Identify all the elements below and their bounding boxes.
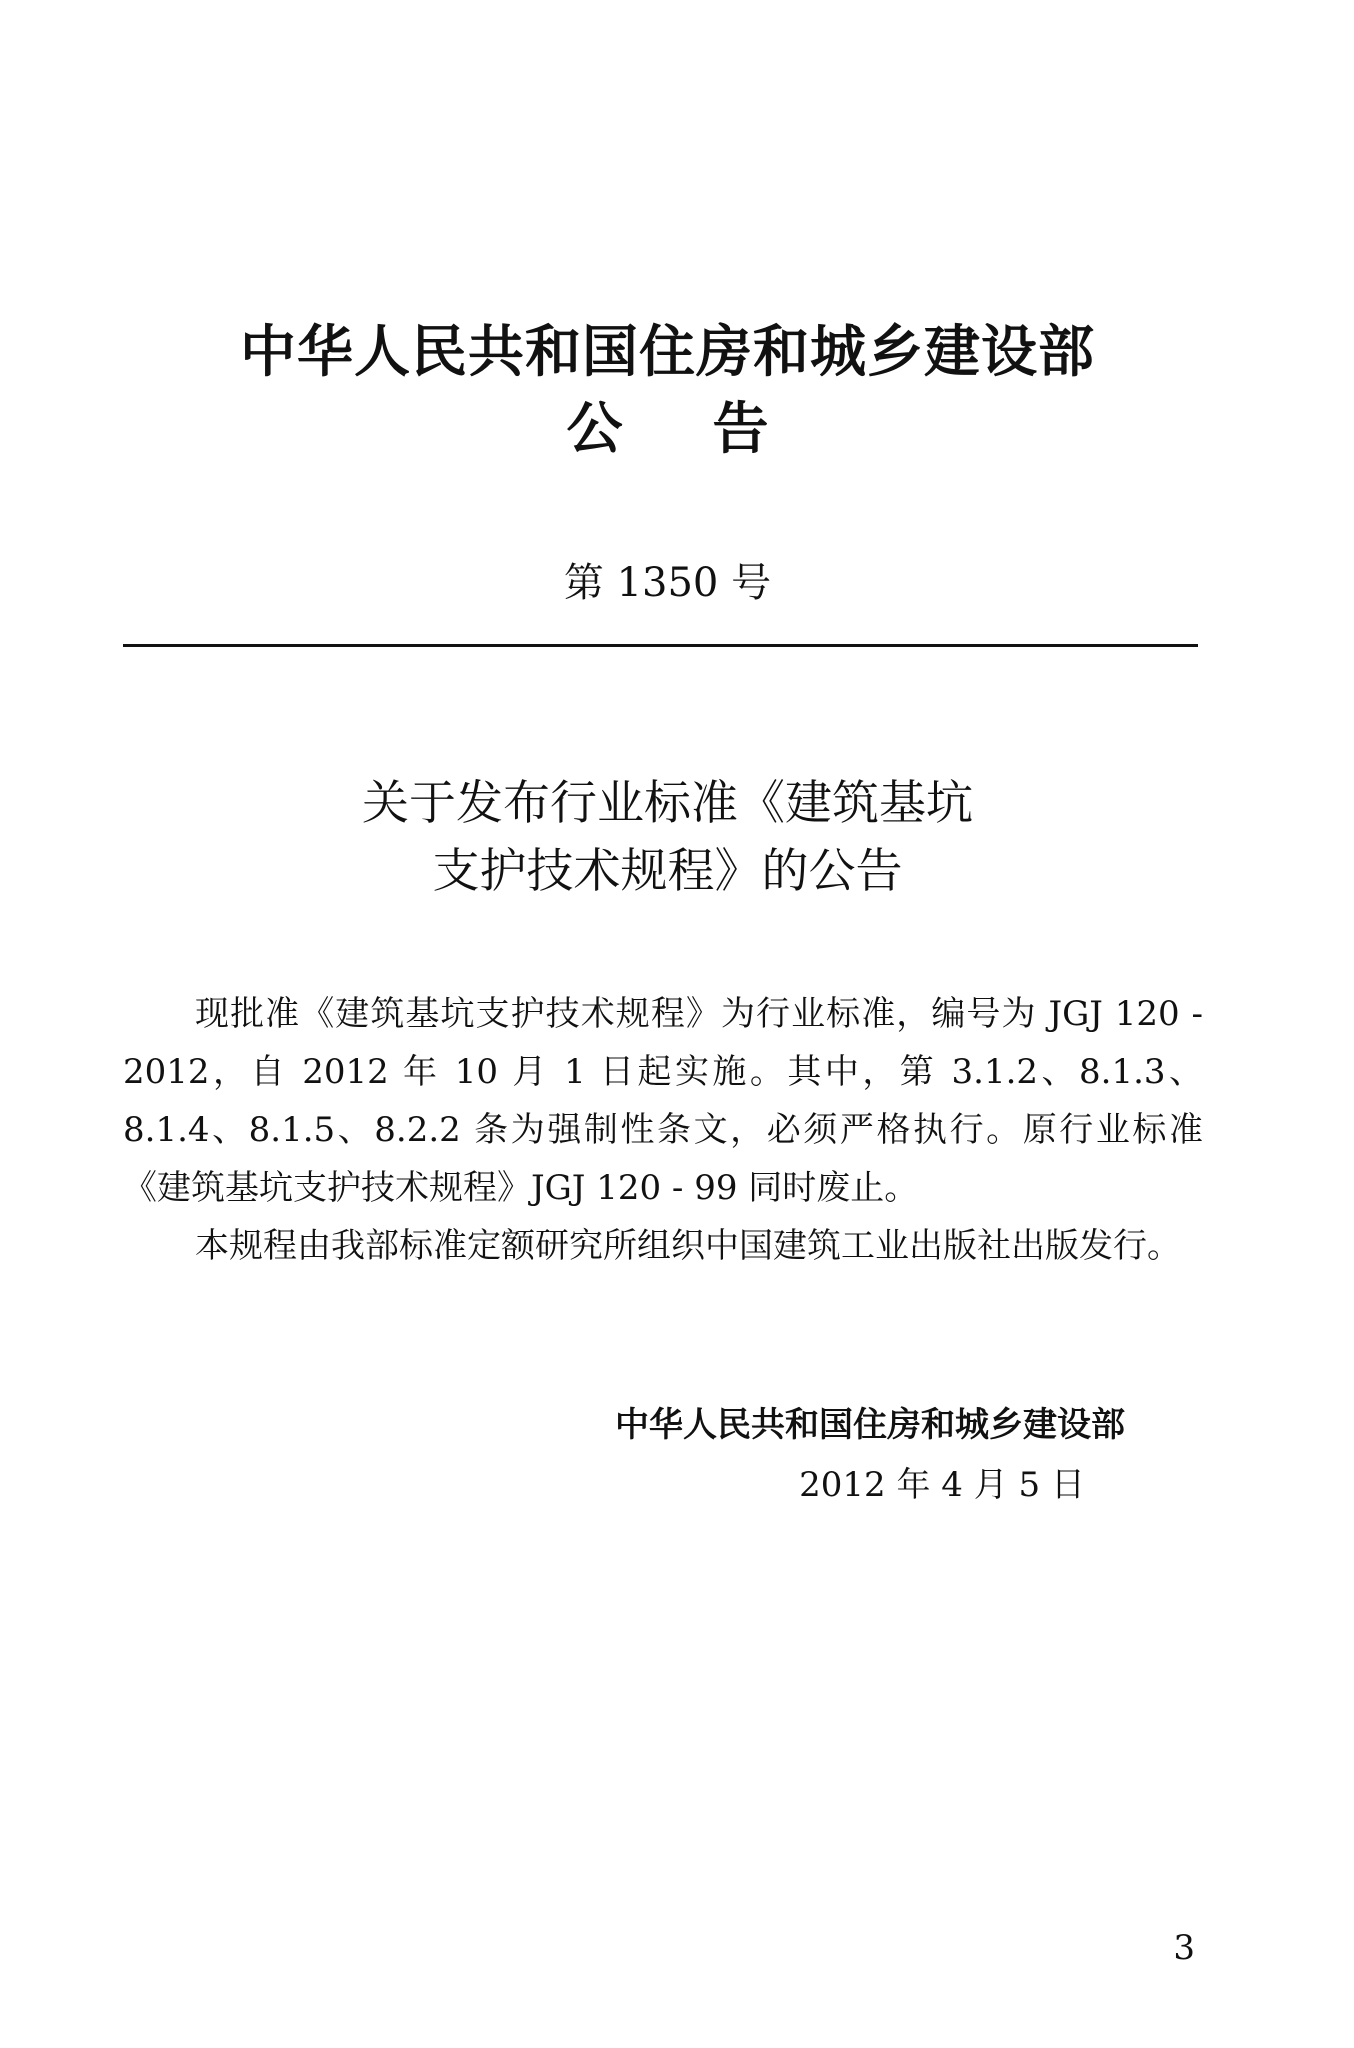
body-paragraph-1: 现批准《建筑基坑支护技术规程》为行业标准，编号为 JGJ 120 - 2012，自 2012 年 10 月 1 日起实施。其中，第 3.1.2、8.1.3、8.1.4、8.1.5、8.2.2 条为强制性条文，必须严格执行。原行业标准《建筑基坑支护技术规程》JGJ 120 - 99 同时废止。 [123, 994, 1203, 1208]
document-title-line-2: 支护技术规程》的公告 [432, 844, 903, 899]
notice-label-heading: 公告 [566, 397, 859, 462]
issuing-organization-heading: 中华人民共和国住房和城乡建设部 [240, 320, 1095, 385]
body-paragraph-2: 本规程由我部标准定额研究所组织中国建筑工业出版社出版发行。 [195, 1226, 1181, 1266]
notice-number: 第 1350 号 [563, 560, 772, 606]
document-title [0, 770, 1335, 906]
page-number: 3 [1173, 1928, 1195, 1968]
header-divider [123, 644, 1198, 647]
document-body [123, 985, 1203, 1275]
signature-organization: 中华人民共和国住房和城乡建设部 [615, 1405, 1125, 1445]
document-title-line-1: 关于发布行业标准《建筑基坑 [362, 776, 973, 831]
signature-date: 2012 年 4 月 5 日 [799, 1465, 1085, 1505]
